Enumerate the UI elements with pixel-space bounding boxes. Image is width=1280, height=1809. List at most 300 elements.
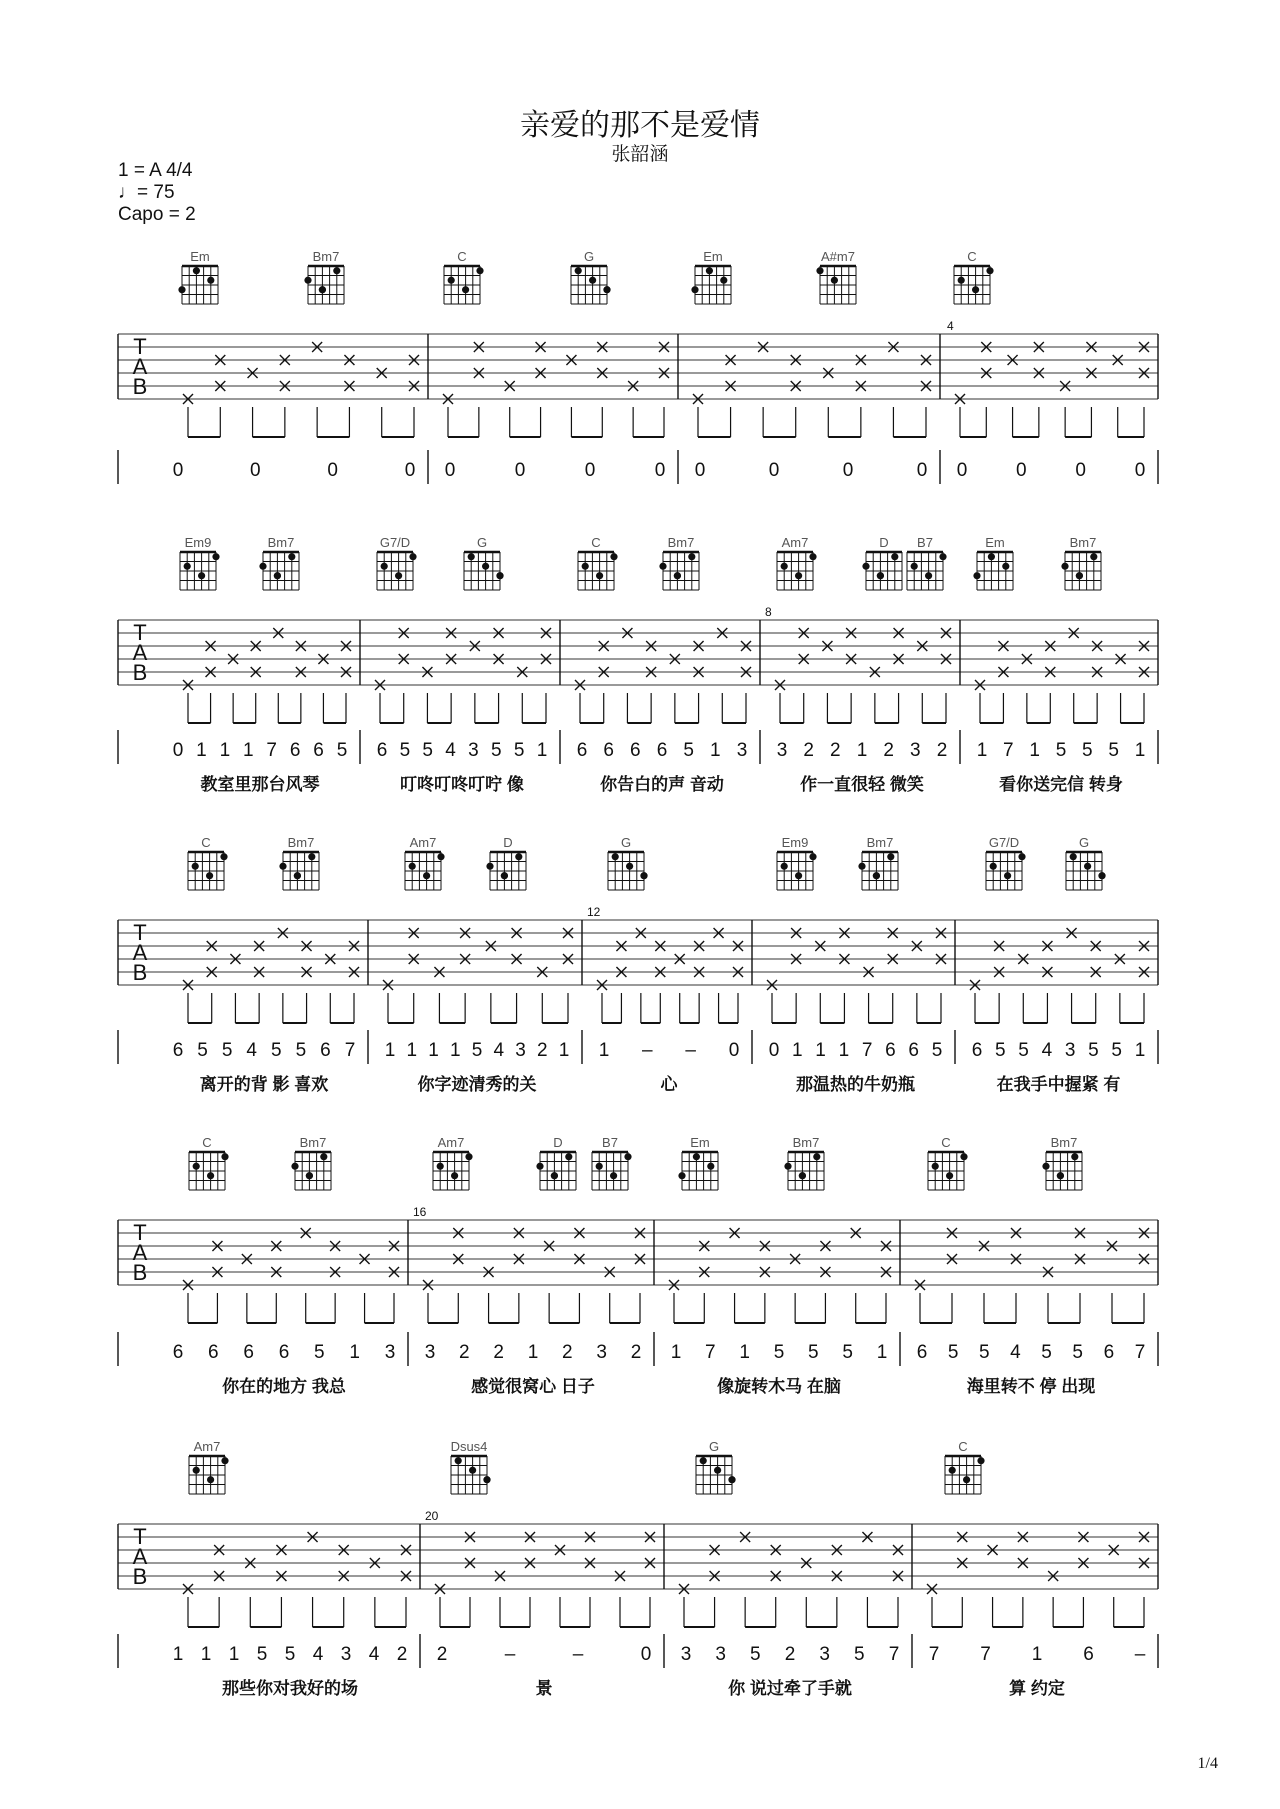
jianpu-note: –: [1134, 1644, 1146, 1665]
chord-dot: [977, 1457, 984, 1464]
jianpu-note: 7: [861, 1040, 873, 1061]
jianpu-note: 1: [196, 740, 207, 761]
jianpu-note: 3: [819, 1644, 830, 1665]
chord-diagram: [536, 1135, 576, 1190]
chord-name: Bm7: [866, 835, 894, 850]
tab-clef-letter: B: [132, 1260, 148, 1285]
lyric-line: 你 说过牵了手就: [728, 1679, 852, 1698]
jianpu-note: 6: [208, 1342, 219, 1363]
chord-dot: [891, 553, 898, 560]
chord-dot: [624, 1153, 631, 1160]
chord-dot: [700, 1457, 707, 1464]
jianpu-note: 0: [1134, 460, 1146, 481]
chord-dot: [291, 1163, 298, 1170]
chord-diagram: [862, 535, 902, 590]
jianpu-note: 3: [715, 1644, 726, 1665]
jianpu-note: 2: [536, 1040, 548, 1061]
chord-name: Bm7: [287, 835, 315, 850]
chord-dot: [333, 267, 340, 274]
chord-dot: [575, 267, 582, 274]
chord-diagram: [188, 835, 228, 890]
chord-dot: [972, 286, 979, 293]
jianpu-note: 1: [242, 740, 254, 761]
chord-dot: [799, 1172, 806, 1179]
chord-diagram: [1061, 535, 1101, 590]
chord-dot: [949, 1467, 956, 1474]
jianpu-note: 1: [1134, 1040, 1146, 1061]
jianpu-note: 2: [784, 1644, 796, 1665]
chord-dot: [395, 572, 402, 579]
chord-dot: [193, 267, 200, 274]
chord-name: C: [457, 249, 467, 264]
chord-dot: [925, 572, 932, 579]
chord-dot: [674, 572, 681, 579]
jianpu-note: 5: [1111, 1040, 1123, 1061]
jianpu-note: 5: [490, 740, 502, 761]
chord-diagram: [433, 1135, 473, 1190]
jianpu-note: 6: [243, 1342, 254, 1363]
chord-diagram: [279, 835, 319, 890]
jianpu-note: 0: [327, 460, 338, 481]
chord-name: Am7: [193, 1439, 221, 1454]
chord-dot: [486, 863, 493, 870]
tab-clef-letter: A: [132, 1240, 148, 1265]
chord-name: C: [941, 1135, 951, 1150]
chord-dot: [304, 277, 311, 284]
chord-dot: [198, 572, 205, 579]
chord-diagram: [304, 249, 344, 304]
chord-diagram: [486, 835, 526, 890]
jianpu-note: 0: [768, 460, 780, 481]
jianpu-note: 3: [736, 740, 748, 761]
jianpu-note: 7: [266, 740, 278, 761]
chord-dot: [589, 277, 596, 284]
chord-dot: [451, 1172, 458, 1179]
jianpu-note: 0: [694, 460, 706, 481]
jianpu-note: 6: [376, 740, 388, 761]
chord-dot: [1061, 563, 1068, 570]
chord-diagram: [444, 249, 484, 304]
jianpu-note: 4: [312, 1644, 324, 1665]
tab-clef-letter: A: [132, 640, 148, 665]
chord-dot: [288, 553, 295, 560]
chord-name: G: [708, 1439, 720, 1454]
jianpu-note: 5: [256, 1644, 268, 1665]
jianpu-note: 1: [1031, 1644, 1043, 1665]
chord-dot: [858, 863, 865, 870]
tab-clef-letter: B: [132, 960, 148, 985]
chord-dot: [1042, 1163, 1049, 1170]
jianpu-note: 5: [750, 1644, 761, 1665]
jianpu-note: 6: [320, 1040, 331, 1061]
chord-dot: [831, 277, 838, 284]
jianpu-note: 1: [200, 1644, 212, 1665]
chord-dot: [963, 1476, 970, 1483]
jianpu-note: 1: [856, 740, 868, 761]
jianpu-note: 1: [228, 1644, 240, 1665]
chord-dot: [515, 853, 522, 860]
chord-name: Bm7: [299, 1135, 327, 1150]
chord-dot: [887, 853, 894, 860]
chord-dot: [610, 1172, 617, 1179]
chord-diagram: [696, 1439, 736, 1494]
jianpu-note: 5: [978, 1342, 990, 1363]
chord-diagram: [928, 1135, 968, 1190]
jianpu-note: 5: [854, 1644, 865, 1665]
jianpu-note: 1: [670, 1342, 682, 1363]
chord-diagram: [1066, 835, 1106, 890]
chord-diagram: [954, 249, 994, 304]
chord-dot: [973, 572, 980, 579]
jianpu-note: 1: [449, 1040, 461, 1061]
chord-dot: [706, 267, 713, 274]
chord-dot: [988, 553, 995, 560]
chord-diagram: [777, 835, 817, 890]
chord-name: C: [958, 1439, 968, 1454]
jianpu-note: 4: [445, 740, 456, 761]
jianpu-note: 5: [295, 1040, 307, 1061]
jianpu-note: 6: [916, 1342, 928, 1363]
chord-diagram: [973, 535, 1013, 590]
jianpu-note: 7: [705, 1342, 716, 1363]
chord-dot: [1090, 553, 1097, 560]
chord-dot: [813, 1153, 820, 1160]
jianpu-note: 0: [654, 460, 666, 481]
jianpu-note: 2: [562, 1342, 573, 1363]
jianpu-note: 4: [1041, 1040, 1053, 1061]
jianpu-note: 6: [313, 740, 324, 761]
chord-name: D: [503, 835, 513, 850]
jianpu-note: 1: [1029, 740, 1040, 761]
chord-dot: [206, 872, 213, 879]
chord-dot: [693, 1153, 700, 1160]
tab-clef-letter: B: [132, 1564, 148, 1589]
chord-diagram: [691, 249, 731, 304]
jianpu-note: 1: [739, 1342, 750, 1363]
staff-system: [118, 334, 1158, 484]
lyric-line: 你告白的声 音动: [600, 775, 724, 794]
chord-name: Am7: [437, 1135, 465, 1150]
jianpu-note: 5: [1018, 1040, 1029, 1061]
measure-number: 20: [425, 1509, 439, 1523]
jianpu-note: 2: [396, 1644, 408, 1665]
chord-dot: [596, 572, 603, 579]
chord-name: Bm7: [1069, 535, 1097, 550]
chord-dot: [626, 863, 633, 870]
chord-diagram: [451, 1439, 491, 1494]
jianpu-note: 5: [336, 740, 348, 761]
chord-dot: [1057, 1172, 1064, 1179]
chord-dot: [714, 1467, 721, 1474]
chord-diagram: [659, 535, 699, 590]
chord-name: A#m7: [821, 249, 855, 264]
chord-dot: [1071, 1153, 1078, 1160]
chord-dot: [409, 553, 416, 560]
jianpu-note: 2: [436, 1644, 448, 1665]
lyric-line: 你字迹清秀的关: [417, 1075, 537, 1094]
chord-dot: [319, 286, 326, 293]
chord-name: Bm7: [792, 1135, 820, 1150]
chord-diagram: [377, 535, 417, 590]
chord-dot: [582, 563, 589, 570]
jianpu-note: 0: [1016, 460, 1027, 481]
jianpu-note: 1: [1134, 740, 1146, 761]
tab-clef-letter: A: [132, 1544, 148, 1569]
chord-dot: [536, 1163, 543, 1170]
chord-dot: [274, 572, 281, 579]
jianpu-note: 6: [278, 1342, 290, 1363]
chord-dot: [565, 1153, 572, 1160]
chord-dot: [279, 863, 286, 870]
chord-diagram: [816, 249, 856, 304]
jianpu-note: 0: [172, 460, 184, 481]
chord-dot: [220, 853, 227, 860]
chord-name: Em: [190, 249, 210, 264]
chord-dot: [640, 872, 647, 879]
chord-diagram: [784, 1135, 824, 1190]
lyric-line: 作一直很轻 微笑: [800, 775, 924, 794]
chord-dot: [946, 1172, 953, 1179]
jianpu-note: 6: [908, 1040, 920, 1061]
chord-diagram: [464, 535, 504, 590]
chord-diagram: [405, 835, 445, 890]
chord-dot: [612, 853, 619, 860]
jianpu-note: 5: [197, 1040, 208, 1061]
jianpu-note: 5: [314, 1342, 325, 1363]
jianpu-note: 2: [883, 740, 894, 761]
jianpu-note: 1: [815, 1040, 826, 1061]
chord-dot: [455, 1457, 462, 1464]
lyric-line: 在我手中握紧 有: [996, 1075, 1121, 1094]
chord-dot: [809, 553, 816, 560]
lyric-line: 离开的背 影 喜欢: [199, 1075, 329, 1094]
jianpu-note: 5: [1108, 740, 1119, 761]
jianpu-note: 5: [1072, 1342, 1084, 1363]
jianpu-note: 2: [630, 1342, 642, 1363]
chord-dot: [476, 267, 483, 274]
tab-clef-letter: A: [132, 354, 148, 379]
chord-dot: [308, 853, 315, 860]
lyric-line: 那温热的牛奶瓶: [796, 1075, 915, 1094]
jianpu-note: 6: [576, 740, 588, 761]
jianpu-note: 5: [221, 1040, 233, 1061]
key-signature: 1 = A 4/4: [118, 160, 193, 181]
jianpu-note: 6: [656, 740, 668, 761]
tab-clef-letter: T: [133, 334, 147, 359]
chord-dot: [728, 1476, 735, 1483]
chord-diagram: [592, 1135, 632, 1190]
lyric-line: 那些你对我好的场: [222, 1679, 358, 1698]
jianpu-note: 0: [404, 460, 416, 481]
chord-dot: [911, 563, 918, 570]
chord-dot: [932, 1163, 939, 1170]
chord-dot: [469, 1467, 476, 1474]
lyric-line: 海里转不 停 出现: [966, 1377, 1096, 1396]
chord-dot: [659, 563, 666, 570]
jianpu-note: 5: [513, 740, 525, 761]
chord-dot: [212, 553, 219, 560]
jianpu-note: 1: [219, 740, 231, 761]
jianpu-note: 3: [910, 740, 921, 761]
lyric-line: 感觉很窝心 日子: [471, 1377, 595, 1396]
chord-name: G: [583, 249, 595, 264]
chord-name: Em9: [781, 835, 809, 850]
chord-dot: [1004, 872, 1011, 879]
jianpu-note: 6: [172, 1342, 184, 1363]
jianpu-note: 1: [406, 1040, 418, 1061]
chord-dot: [437, 1163, 444, 1170]
chord-name: G: [1078, 835, 1090, 850]
chord-name: Em: [690, 1135, 710, 1150]
jianpu-note: 5: [399, 740, 411, 761]
chord-dot: [192, 863, 199, 870]
chord-dot: [795, 572, 802, 579]
jianpu-note: 1: [536, 740, 548, 761]
lyric-line: 你在的地方 我总: [222, 1377, 346, 1396]
chord-dot: [221, 1153, 228, 1160]
chord-dot: [193, 1163, 200, 1170]
chord-name: Bm7: [267, 535, 295, 550]
jianpu-note: 3: [776, 740, 788, 761]
chord-dot: [784, 1163, 791, 1170]
chord-diagram: [578, 535, 618, 590]
jianpu-note: 5: [947, 1342, 959, 1363]
jianpu-note: 0: [956, 460, 968, 481]
jianpu-note: 1: [838, 1040, 850, 1061]
measure-number: 8: [765, 605, 772, 619]
chord-dot: [986, 267, 993, 274]
jianpu-note: 3: [596, 1342, 607, 1363]
chord-dot: [306, 1172, 313, 1179]
jianpu-note: 6: [1083, 1644, 1094, 1665]
staff-system: [118, 1524, 1158, 1668]
measure-number: 12: [587, 905, 601, 919]
chord-name: G: [476, 535, 488, 550]
chord-dot: [482, 563, 489, 570]
jianpu-note: 0: [640, 1644, 652, 1665]
chord-dot: [816, 267, 823, 274]
song-artist: 张韶涵: [611, 143, 669, 165]
jianpu-note: 6: [603, 740, 614, 761]
chord-dot: [691, 286, 698, 293]
chord-name: C: [201, 835, 211, 850]
jianpu-note: 1: [384, 1040, 396, 1061]
jianpu-note: 4: [493, 1040, 505, 1061]
tempo-marking: ♩= 75: [118, 182, 175, 203]
chord-dot: [448, 277, 455, 284]
lyric-line: 教室里那台风琴: [200, 775, 320, 794]
chord-dot: [958, 277, 965, 284]
jianpu-note: 5: [994, 1040, 1006, 1061]
jianpu-note: –: [642, 1040, 653, 1061]
jianpu-note: 7: [888, 1644, 900, 1665]
jianpu-note: 3: [384, 1342, 396, 1363]
chord-diagram: [189, 1439, 229, 1494]
chord-diagram: [858, 835, 898, 890]
chord-name: Bm7: [1050, 1135, 1078, 1150]
lyric-line: 叮咚叮咚叮咛 像: [400, 775, 524, 794]
chord-diagram: [608, 835, 648, 890]
chord-dot: [496, 572, 503, 579]
chord-dot: [462, 286, 469, 293]
jianpu-note: 0: [514, 460, 526, 481]
chord-dot: [193, 1467, 200, 1474]
jianpu-note: 5: [808, 1342, 819, 1363]
chord-dot: [809, 853, 816, 860]
jianpu-note: 0: [250, 460, 261, 481]
jianpu-note: 6: [630, 740, 641, 761]
chord-dot: [862, 563, 869, 570]
chord-dot: [877, 572, 884, 579]
jianpu-note: 5: [1041, 1342, 1052, 1363]
lyric-line: 像旋转木马 在脑: [717, 1377, 841, 1396]
jianpu-note: 5: [270, 1040, 282, 1061]
jianpu-note: 1: [976, 740, 988, 761]
lyric-line: 看你送完信 转身: [999, 775, 1123, 794]
chord-dot: [1098, 872, 1105, 879]
chord-dot: [178, 286, 185, 293]
jianpu-note: 6: [172, 1040, 184, 1061]
chord-dot: [990, 863, 997, 870]
jianpu-note: 1: [791, 1040, 803, 1061]
jianpu-note: 7: [1003, 740, 1014, 761]
jianpu-note: 7: [1134, 1342, 1146, 1363]
jianpu-note: 1: [172, 1644, 184, 1665]
jianpu-note: 2: [459, 1342, 470, 1363]
jianpu-note: 1: [558, 1040, 570, 1061]
chord-dot: [781, 563, 788, 570]
chord-dot: [781, 863, 788, 870]
chord-name: G: [620, 835, 632, 850]
chord-dot: [207, 1172, 214, 1179]
lyric-line: 心: [660, 1075, 678, 1094]
jianpu-note: 5: [1055, 740, 1067, 761]
jianpu-note: 4: [246, 1040, 258, 1061]
jianpu-note: 7: [928, 1644, 940, 1665]
chord-diagram: [777, 535, 817, 590]
tab-clef-letter: T: [133, 1220, 147, 1245]
chord-dot: [423, 872, 430, 879]
chord-name: Dsus4: [450, 1439, 488, 1454]
jianpu-note: 1: [349, 1342, 360, 1363]
jianpu-note: 6: [289, 740, 301, 761]
chord-name: Am7: [781, 535, 809, 550]
tab-clef-letter: T: [133, 920, 147, 945]
jianpu-note: 1: [527, 1342, 539, 1363]
chord-dot: [483, 1476, 490, 1483]
jianpu-note: 2: [830, 740, 841, 761]
jianpu-note: 3: [424, 1342, 436, 1363]
jianpu-note: 1: [428, 1040, 439, 1061]
jianpu-note: 7: [344, 1040, 356, 1061]
chord-name: Bm7: [667, 535, 695, 550]
chord-dot: [707, 1163, 714, 1170]
chord-name: B7: [602, 1135, 618, 1150]
chord-name: D: [553, 1135, 563, 1150]
chord-diagram: [678, 1135, 718, 1190]
chord-dot: [1070, 853, 1077, 860]
chord-name: C: [202, 1135, 212, 1150]
jianpu-note: –: [504, 1644, 516, 1665]
jianpu-note: 5: [471, 1040, 483, 1061]
chord-dot: [409, 863, 416, 870]
chord-dot: [1076, 572, 1083, 579]
chord-dot: [795, 872, 802, 879]
chord-dot: [1002, 563, 1009, 570]
jianpu-note: 2: [803, 740, 814, 761]
chord-name: Em9: [184, 535, 212, 550]
chord-diagram: [178, 249, 218, 304]
